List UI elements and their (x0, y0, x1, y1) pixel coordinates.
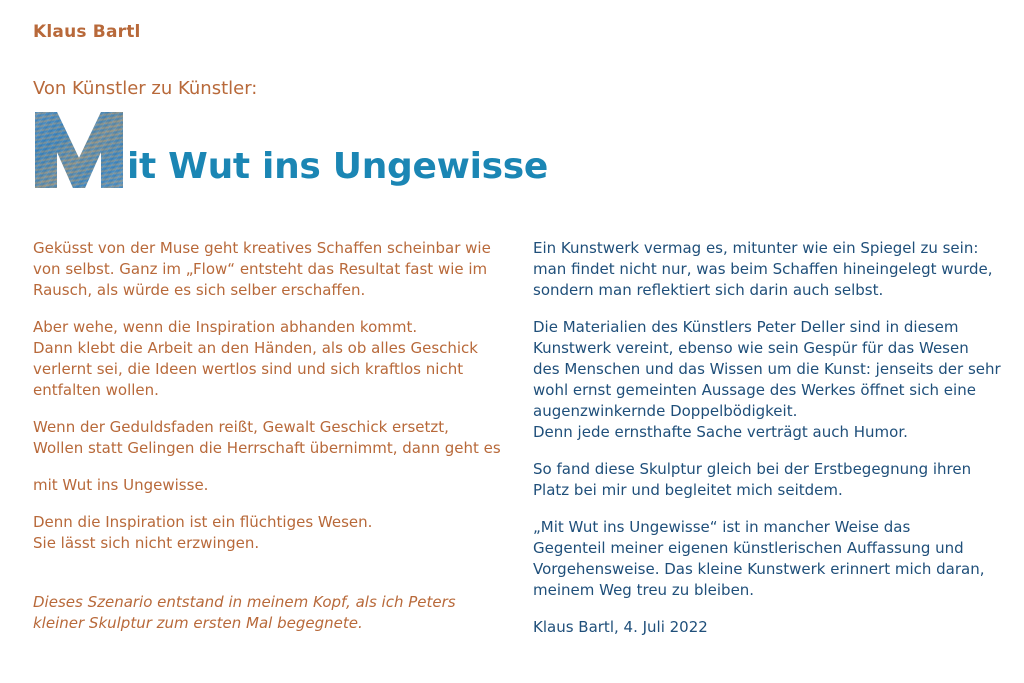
right-paragraph-2: Die Materialien des Künstlers Peter Deller sind in diesem Kunstwerk vereint, ebenso wie sein Gespür für das Wesen des Menschen und das Wissen um die Kunst: jenseits der sehr wohl ernst gemeinten Aussage des Werkes öffnet sich eine augenzwinkernde Doppelbödigkeit. Denn jede ernsthafte Sache verträgt auch Humor. (533, 318, 1001, 441)
subtitle: Von Künstler zu Künstler: (33, 78, 258, 99)
left-paragraph-3: Wenn der Geduldsfaden reißt, Gewalt Geschick ersetzt, Wollen statt Gelingen die Herrschaft übernimmt, dann geht es (33, 418, 501, 457)
right-paragraph-3: So fand diese Skulptur gleich bei der Erstbegegnung ihren Platz bei mir und begleitet mich seitdem. (533, 460, 972, 499)
left-paragraph-1: Geküsst von der Muse geht kreatives Schaffen scheinbar wie von selbst. Ganz im „Flow“ entsteht das Resultat fast wie im Rausch, als würde es sich selber erschaffen. (33, 239, 491, 299)
textured-initial-m (33, 110, 125, 188)
left-paragraph-5: Denn die Inspiration ist ein flüchtiges Wesen. Sie lässt sich nicht erzwingen. (33, 513, 373, 552)
left-column (33, 238, 513, 650)
left-paragraph-2: Aber wehe, wenn die Inspiration abhanden kommt. Dann klebt die Arbeit an den Händen, als ob alles Geschick verlernt sei, die Ideen wertlos sind und sich kraftlos nicht entfalten wollen. (33, 318, 478, 399)
right-paragraph-1: Ein Kunstwerk vermag es, mitunter wie ein Spiegel zu sein: man findet nicht nur, was beim Schaffen hineingelegt wurde, sondern man reflektiert sich darin auch selbst. (533, 239, 993, 299)
signature-line: Klaus Bartl, 4. Juli 2022 (533, 618, 708, 636)
right-paragraph-4: „Mit Wut ins Ungewisse“ ist in mancher Weise das Gegenteil meiner eigenen künstlerischen Auffassung und Vorgehensweise. Das kleine Kunstwerk erinnert mich daran, meinem Weg treu zu bleiben. (533, 518, 985, 599)
page-title (33, 108, 548, 188)
author-name: Klaus Bartl (33, 22, 141, 42)
left-closing-note: Dieses Szenario entstand in meinem Kopf, als ich Peters kleiner Skulptur zum ersten Mal begegnete. (33, 593, 456, 632)
title-text: it Wut ins Ungewisse (127, 146, 549, 187)
right-column (533, 238, 1003, 654)
left-paragraph-4: mit Wut ins Ungewisse. (33, 476, 209, 494)
